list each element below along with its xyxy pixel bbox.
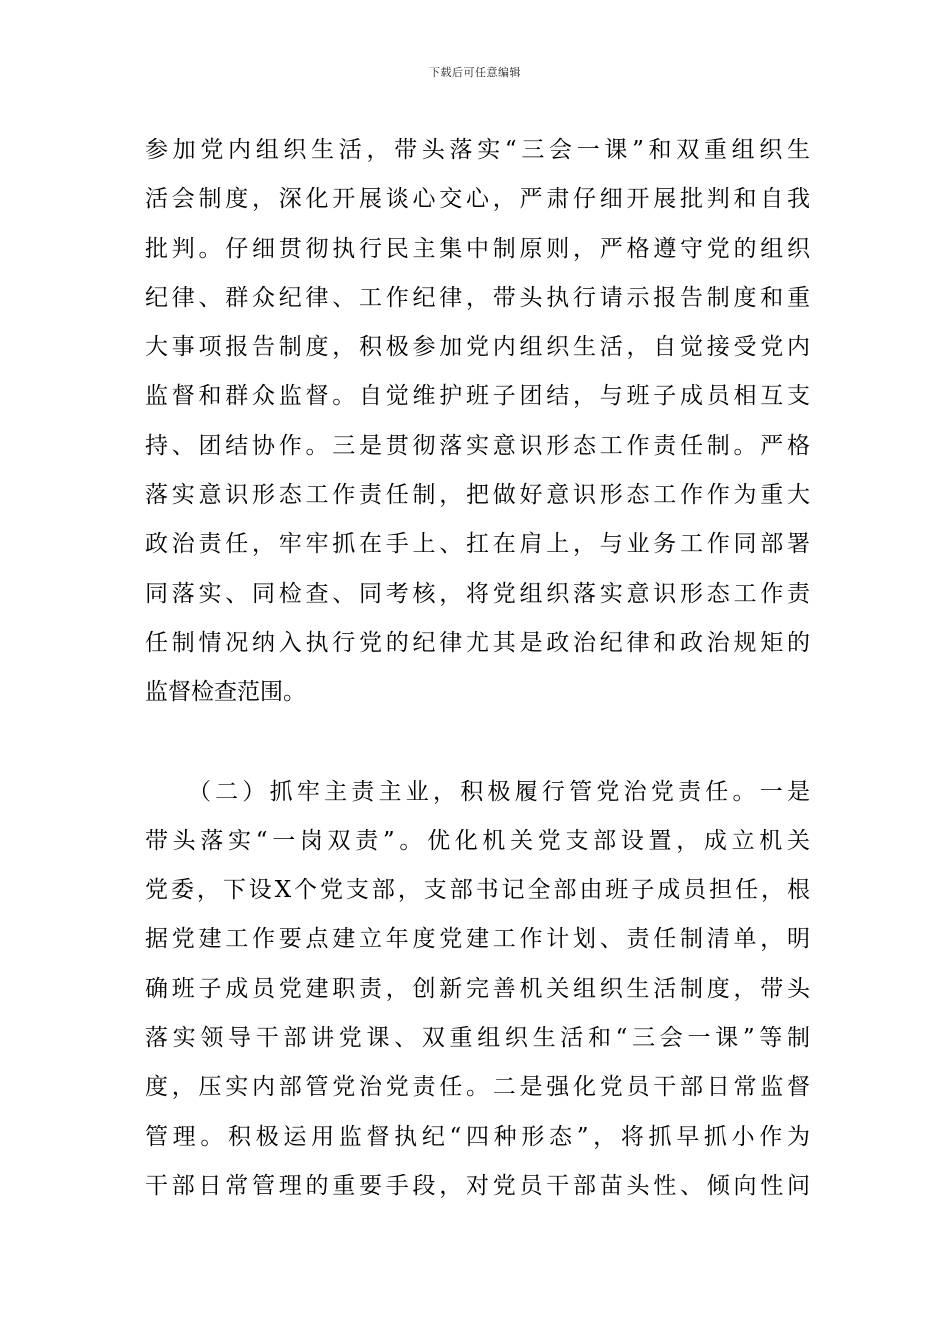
paragraph-1-line: 监督检查范围。 — [145, 679, 306, 706]
document-body — [145, 126, 810, 1211]
paragraph-2-line: 据党建工作要点建立年度党建工作计划、责任制清单，明 — [145, 926, 810, 953]
paragraph-2-line: （二）抓牢主责主业，积极履行管党治党责任。一是 — [145, 778, 810, 805]
paragraph-2-line: 确班子成员党建职责，创新完善机关组织生活制度，带头 — [145, 975, 810, 1002]
paragraph-2-line: 度，压实内部管党治党责任。二是强化党员干部日常监督 — [145, 1074, 810, 1101]
paragraph-1-line: 同落实、同检查、同考核，将党组织落实意识形态工作责 — [145, 580, 810, 607]
paragraph-2-line: 落实领导干部讲党课、双重组织生活和“三会一课”等制 — [145, 1025, 810, 1052]
paragraph-2-line: 党委，下设X个党支部，支部书记全部由班子成员担任，根 — [145, 877, 810, 904]
paragraph-2-line: 干部日常管理的重要手段，对党员干部苗头性、倾向性问 — [145, 1172, 810, 1199]
paragraph-1-line: 落实意识形态工作责任制，把做好意识形态工作作为重大 — [145, 482, 810, 509]
paragraph-2-line: 管理。积极运用监督执纪“四种形态”，将抓早抓小作为 — [145, 1123, 810, 1150]
paragraph-1-line: 政治责任，牢牢抓在手上、扛在肩上，与业务工作同部署 — [145, 531, 810, 558]
paragraph-1-line: 大事项报告制度，积极参加党内组织生活，自觉接受党内 — [145, 334, 810, 361]
paragraph-1-line: 批判。仔细贯彻执行民主集中制原则，严格遵守党的组织 — [145, 235, 810, 262]
paragraph-2-line: 带头落实“一岗双责”。优化机关党支部设置，成立机关 — [145, 827, 810, 854]
paragraph-1-line: 任制情况纳入执行党的纪律尤其是政治纪律和政治规矩的 — [145, 629, 810, 656]
paragraph-spacer — [145, 718, 810, 768]
paragraph-1 — [145, 126, 810, 718]
paragraph-1-line: 监督和群众监督。自觉维护班子团结，与班子成员相互支 — [145, 383, 810, 410]
paragraph-1-line: 持、团结协作。三是贯彻落实意识形态工作责任制。严格 — [145, 432, 810, 459]
paragraph-1-line: 活会制度，深化开展谈心交心，严肃仔细开展批判和自我 — [145, 186, 810, 213]
paragraph-2 — [145, 768, 810, 1212]
paragraph-1-line: 纪律、群众纪律、工作纪律，带头执行请示报告制度和重 — [145, 284, 810, 311]
page-header-note: 下载后可任意编辑 — [429, 66, 521, 79]
paragraph-1-line: 参加党内组织生活，带头落实“三会一课”和双重组织生 — [145, 137, 810, 163]
